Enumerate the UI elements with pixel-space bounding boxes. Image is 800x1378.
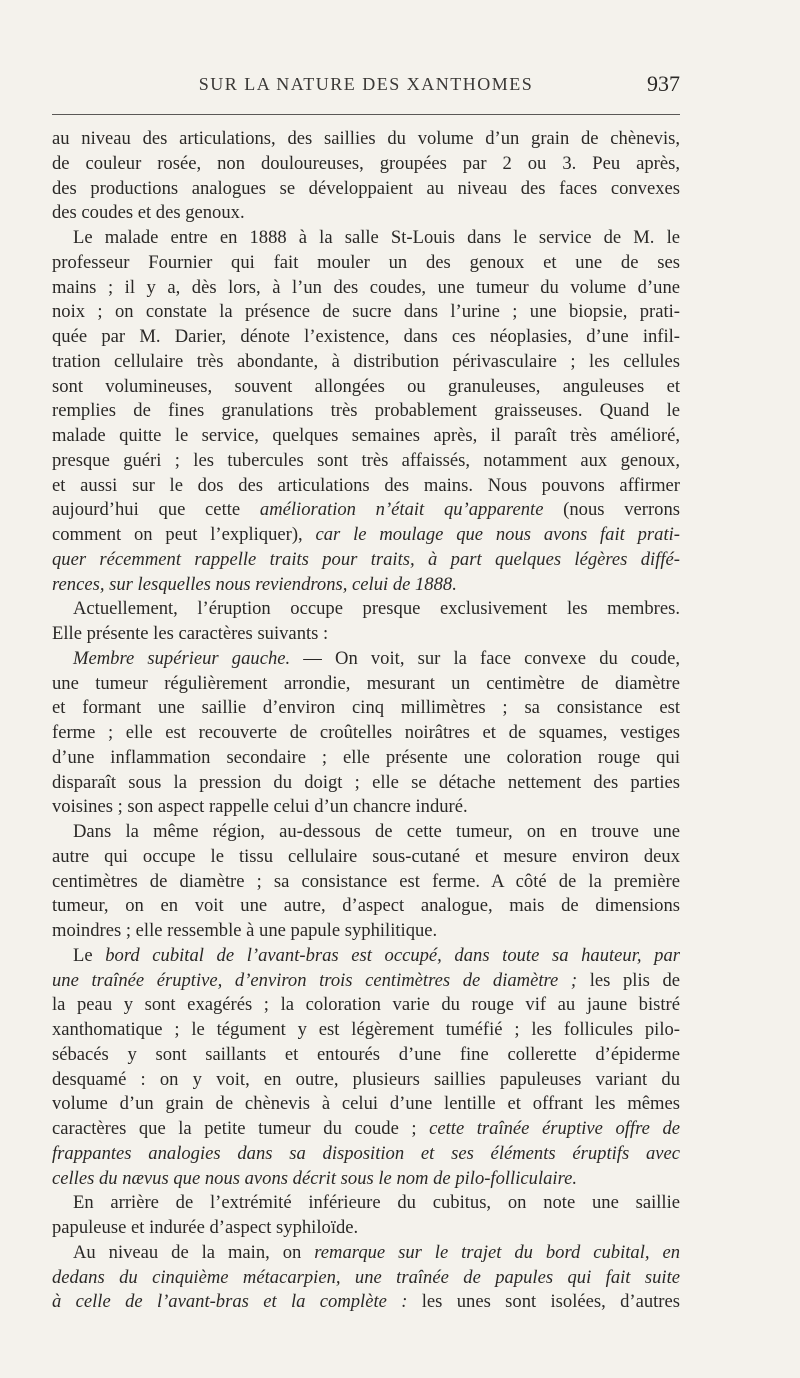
text-line	[52, 696, 680, 721]
text-segment: et formant une saillie d’environ cinq millimètres ; sa consistance est	[52, 697, 680, 719]
italic-segment: bord cubital de l’avant-bras est occupé, dans toute sa hauteur, par	[105, 944, 680, 966]
text-segment: malade quitte le service, quelques semaines après, il paraît très amélioré,	[52, 425, 680, 446]
text-line	[52, 1191, 680, 1216]
text-segment: moindres ; elle ressemble à une papule syphilitique.	[52, 920, 438, 941]
text-segment: quée par M. Darier, dénote l’existence, dans ces néoplasies, d’une infil-	[52, 326, 680, 347]
text-line	[52, 1068, 680, 1093]
text-line	[52, 325, 680, 350]
text-line	[52, 350, 680, 375]
text-line	[52, 845, 680, 870]
text-line	[52, 795, 680, 820]
text-segment: Elle présente les caractères suivants :	[52, 623, 329, 644]
text-segment: (nous verrons	[543, 499, 680, 521]
text-line	[52, 251, 680, 276]
text-line	[52, 1142, 680, 1167]
italic-segment: dedans du cinquième métacarpien, une traînée de papules qui fait suite	[52, 1266, 680, 1288]
text-segment: desquamé : on y voit, en outre, plusieurs saillies papuleuses variant du	[52, 1068, 680, 1090]
text-segment: En arrière de l’extrémité inférieure du cubitus, on note une saillie	[73, 1192, 680, 1214]
text-line	[52, 1266, 680, 1291]
header-rule	[52, 114, 680, 115]
italic-segment: car le moulage que nous avons fait prati-	[315, 524, 680, 545]
italic-segment: une traînée éruptive, d’environ trois centimètres de diamètre ;	[52, 969, 578, 991]
italic-segment: remarque sur le trajet du bord cubital, en	[314, 1241, 680, 1263]
text-line	[52, 1241, 680, 1266]
text-segment: d’une inflammation secondaire ; elle présente une coloration rouge qui	[52, 746, 680, 768]
text-line	[52, 449, 680, 474]
text-segment: papuleuse et indurée d’aspect syphiloïde.	[52, 1217, 359, 1238]
text-line	[52, 474, 680, 499]
text-line	[52, 944, 680, 969]
text-line	[52, 993, 680, 1018]
text-line	[52, 573, 680, 598]
text-segment: volume d’un grain de chènevis à celui d’une lentille et offrant les mêmes	[52, 1093, 680, 1115]
text-segment: — On voit, sur la face convexe du coude,	[290, 647, 680, 669]
text-line	[52, 375, 680, 400]
text-line	[52, 746, 680, 771]
text-line	[52, 1117, 680, 1142]
text-segment: centimètres de diamètre ; sa consistance est ferme. A côté de la première	[52, 870, 680, 892]
text-segment: presque guéri ; les tubercules sont très affaissés, notamment aux genoux,	[52, 449, 680, 471]
text-segment: la peau y sont exagérés ; la coloration varie du rouge vif au jaune bistré	[52, 994, 680, 1016]
text-segment: voisines ; son aspect rappelle celui d’un chancre induré.	[52, 796, 468, 818]
text-segment: des productions analogues se développaient au niveau des faces convexes	[52, 177, 680, 199]
text-line	[52, 597, 680, 622]
text-segment: professeur Fournier qui fait mouler un des genoux et une de ses	[52, 251, 680, 273]
text-line	[52, 177, 680, 202]
text-line	[52, 1092, 680, 1117]
text-line	[52, 523, 680, 548]
text-line	[52, 127, 680, 152]
text-line	[52, 969, 680, 994]
running-title: SUR LA NATURE DES XANTHOMES	[198, 74, 534, 94]
text-segment: les unes sont isolées, d’autres	[407, 1291, 680, 1313]
text-segment: aujourd’hui que cette	[52, 499, 260, 521]
text-line	[52, 152, 680, 177]
text-segment: Dans la même région, au-dessous de cette tumeur, on en trouve une	[73, 821, 680, 842]
text-line	[52, 771, 680, 796]
text-line	[52, 226, 680, 251]
text-line	[52, 919, 680, 944]
text-segment: caractères que la petite tumeur du coude ;	[52, 1118, 430, 1139]
body-text	[52, 127, 680, 1315]
text-segment: et aussi sur le dos des articulations des mains. Nous pouvons affirmer	[52, 474, 680, 496]
text-line	[52, 870, 680, 895]
italic-segment: Membre supérieur gauche.	[73, 647, 291, 669]
text-segment: Actuellement, l’éruption occupe presque exclusivement les membres.	[73, 598, 680, 620]
text-segment: une tumeur régulièrement arrondie, mesurant un centimètre de diamètre	[52, 672, 680, 694]
text-line	[52, 276, 680, 301]
page-number: 937	[647, 71, 680, 96]
text-segment: comment on peut l’expliquer),	[52, 524, 316, 545]
text-segment: Au niveau de la main, on	[73, 1241, 315, 1263]
italic-segment: quer récemment rappelle traits pour traits, à part quelques légères diffé-	[52, 548, 680, 570]
text-line	[52, 1290, 680, 1315]
italic-segment: rences, sur lesquelles nous reviendrons, celui de 1888.	[52, 573, 457, 595]
text-line	[52, 672, 680, 697]
text-segment: sébacés y sont saillants et entourés d’une fine collerette d’épiderme	[52, 1043, 680, 1065]
text-line	[52, 399, 680, 424]
italic-segment: cette traînée éruptive offre de	[429, 1118, 680, 1139]
text-segment: autre qui occupe le tissu cellulaire sous-cutané et mesure environ deux	[52, 845, 680, 867]
text-line	[52, 201, 680, 226]
text-segment: de couleur rosée, non douloureuses, groupées par 2 ou 3. Peu après,	[52, 152, 680, 174]
text-line	[52, 1043, 680, 1068]
text-segment: tration cellulaire très abondante, à distribution périvasculaire ; les cellules	[52, 350, 680, 372]
italic-segment: frappantes analogies dans sa disposition et ses éléments éruptifs avec	[52, 1142, 680, 1164]
text-line	[52, 1216, 680, 1241]
text-line	[52, 647, 680, 672]
text-line	[52, 622, 680, 647]
italic-segment: amélioration n’était qu’apparente	[259, 499, 544, 521]
italic-segment: celles du nævus que nous avons décrit sous le nom de pilo-folliculaire.	[52, 1167, 578, 1189]
text-segment: mains ; il y a, dès lors, à l’un des coudes, une tumeur du volume d’une	[52, 276, 680, 298]
text-segment: noix ; on constate la présence de sucre dans l’urine ; une biopsie, prati-	[52, 301, 680, 323]
text-segment: sont volumineuses, souvent allongées ou granuleuses, anguleuses et	[52, 375, 680, 397]
text-line	[52, 498, 680, 523]
text-line	[52, 424, 680, 449]
text-segment: des coudes et des genoux.	[52, 202, 245, 224]
text-line	[52, 1018, 680, 1043]
text-segment: Le	[73, 944, 106, 966]
text-line	[52, 820, 680, 845]
text-segment: les plis de	[577, 969, 680, 991]
text-line	[52, 548, 680, 573]
italic-segment: à celle de l’avant-bras et la complète :	[52, 1291, 408, 1313]
text-line	[52, 300, 680, 325]
text-segment: disparaît sous la pression du doigt ; elle se détache nettement des parties	[52, 771, 680, 793]
text-segment: tumeur, on en voit une autre, d’aspect analogue, mais de dimensions	[52, 895, 680, 917]
text-segment: xanthomatique ; le tégument y est légèrement tuméfié ; les follicules pilo-	[52, 1019, 680, 1040]
text-segment: ferme ; elle est recouverte de croûtelles noirâtres et de squames, vestiges	[52, 722, 680, 743]
text-segment: Le malade entre en 1888 à la salle St-Louis dans le service de M. le	[73, 227, 680, 248]
text-segment: au niveau des articulations, des saillies du volume d’un grain de chènevis,	[52, 128, 680, 149]
text-segment: remplies de fines granulations très probablement graisseuses. Quand le	[52, 400, 680, 422]
running-head	[52, 71, 680, 104]
text-line	[52, 721, 680, 746]
text-line	[52, 894, 680, 919]
text-line	[52, 1167, 680, 1192]
